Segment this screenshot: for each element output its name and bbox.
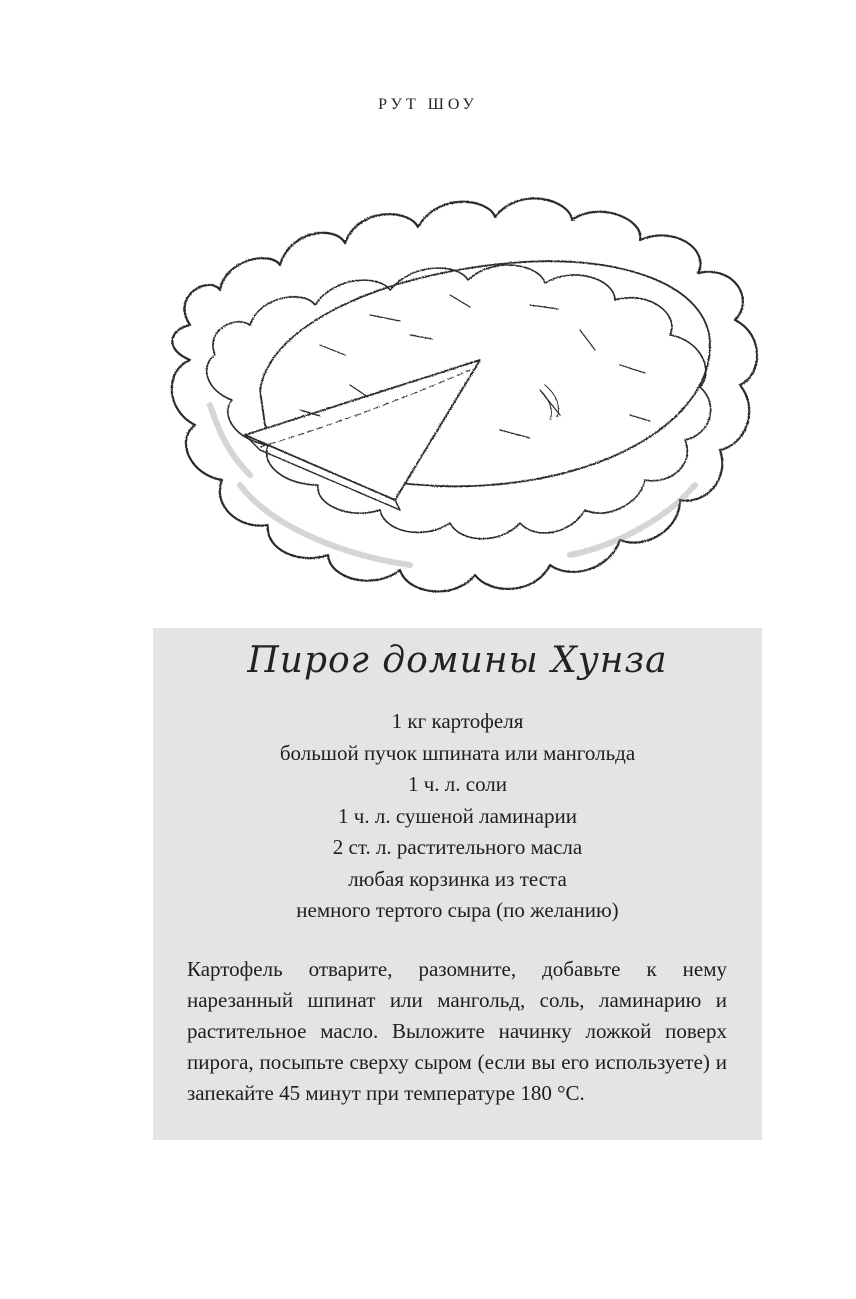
ingredient-item: большой пучок шпината или мангольда	[279, 740, 636, 765]
ingredient-item: 1 кг картофеля	[391, 709, 524, 733]
ingredient-item: 1 ч. л. сушеной ламинарии	[338, 803, 577, 828]
recipe-box	[153, 628, 762, 1140]
ingredient-item: немного тертого сыра (по желанию)	[296, 898, 619, 922]
ingredient-item: 1 ч. л. соли	[407, 772, 508, 796]
ingredient-item: 2 ст. л. растительного масла	[332, 835, 583, 859]
ingredients-list	[153, 706, 762, 927]
running-header-author: РУТ ШОУ	[378, 96, 478, 113]
recipe-instructions: Картофель отварите, разомните, добавьте к нему нарезанный шпинат или мангольд, соль, ламинарию и растительное масло. Выложите начинку ложкой поверх пирога, посыпьте сверху сыром (если вы его используете) и запекайте 45 минут при температуре 180 °C.	[187, 957, 727, 1105]
pie-illustration	[150, 155, 775, 600]
recipe-title: Пирог домины Хунза	[247, 640, 668, 681]
ingredient-item: любая корзинка из теста	[348, 866, 567, 891]
